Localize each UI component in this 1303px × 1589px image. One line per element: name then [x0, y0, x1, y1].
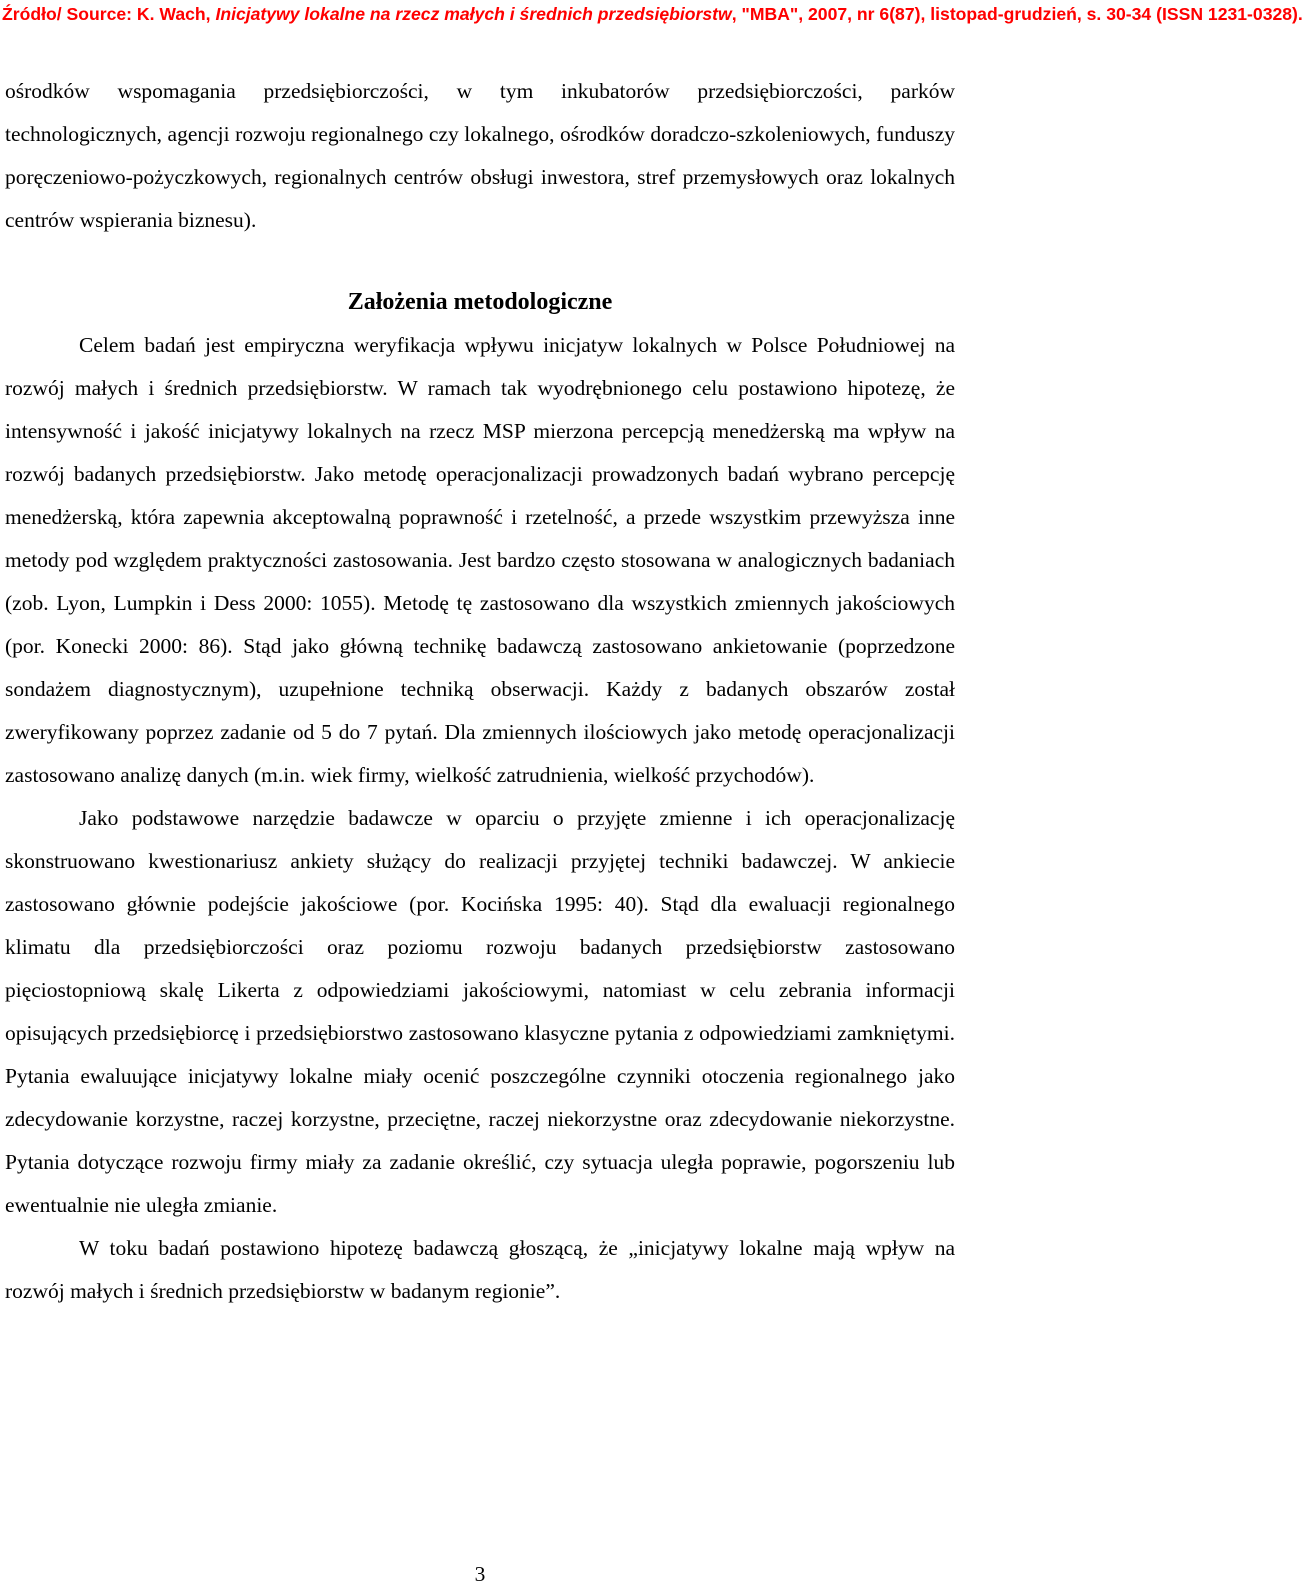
intro-paragraph: ośrodków wspomagania przedsiębiorczości, w tym inkubatorów przedsiębiorczości, parków technologicznych, agencji rozwoju regionalnego czy lokalnego, ośrodków doradczo-szkoleniowych, funduszy poręczeniowo-pożyczkowych, regionalnych centrów obsługi inwestora, stref przemysłowych oraz lokalnych centrów wspierania biznesu).: [5, 79, 955, 232]
source-label: Źródło/ Source: [2, 4, 127, 24]
body-paragraph-1: Celem badań jest empiryczna weryfikacja wpływu inicjatyw lokalnych w Polsce Południowej na rozwój małych i średnich przedsiębiorstw. W ramach tak wyodrębnionego celu postawiono hipotezę, że intensywność i jakość inicjatywy lokalnych na rzecz MSP mierzona percepcją menedżerską ma wpływ na rozwój badanych przedsiębiorstw. Jako metodę operacjonalizacji prowadzonych badań wybrano percepcję menedżerską, która zapewnia akceptowalną poprawność i rzetelność, a przede wszystkim przewyższa inne metody pod względem praktyczności zastosowania. Jest bardzo często stosowana w analogicznych badaniach (zob. Lyon, Lumpkin i Dess 2000: 1055). Metodę tę zastosowano dla wszystkich zmiennych jakościowych (por. Konecki 2000: 86). Stąd jako główną technikę badawczą zastosowano ankietowanie (poprzedzone sondażem diagnostycznym), uzupełnione techniką obserwacji. Każdy z badanych obszarów został zweryfikowany poprzez zadanie od 5 do 7 pytań. Dla zmiennych ilościowych jako metodę operacjonalizacji zastosowano analizę danych (m.in. wiek firmy, wielkość zatrudnienia, wielkość przychodów).: [5, 333, 955, 787]
source-details: , "MBA", 2007, nr 6(87), listopad-grudzień, s. 30-34 (ISSN 1231-0328).: [731, 4, 1303, 24]
source-citation: [2, 0, 1303, 58]
page-number: 3: [474, 1562, 486, 1586]
body-paragraph-2: Jako podstawowe narzędzie badawcze w oparciu o przyjęte zmienne i ich operacjonalizację skonstruowano kwestionariusz ankiety służący do realizacji przyjętej techniki badawczej. W ankiecie zastosowano głównie podejście jakościowe (por. Kocińska 1995: 40). Stąd dla ewaluacji regionalnego klimatu dla przedsiębiorczości oraz poziomu rozwoju badanych przedsiębiorstw zastosowano pięciostopniową skalę Likerta z odpowiedziami jakościowymi, natomiast w celu zebrania informacji opisujących przedsiębiorcę i przedsiębiorstwo zastosowano klasyczne pytania z odpowiedziami zamkniętymi. Pytania ewaluujące inicjatywy lokalne miały ocenić poszczególne czynniki otoczenia regionalnego jako zdecydowanie korzystne, raczej korzystne, przeciętne, raczej niekorzystne oraz zdecydowanie niekorzystne. Pytania dotyczące rozwoju firmy miały za zadanie określić, czy sytuacja uległa poprawie, pogorszeniu lub ewentualnie nie uległa zmianie.: [5, 806, 955, 1217]
source-title: Inicjatywy lokalne na rzecz małych i średnich przedsiębiorstw: [215, 4, 732, 24]
source-separator: :: [126, 4, 137, 24]
source-author: K. Wach,: [136, 4, 216, 24]
section-heading: Założenia metodologiczne: [347, 289, 613, 315]
document-body: [5, 70, 955, 1313]
body-paragraph-3: W toku badań postawiono hipotezę badawczą głoszącą, że „inicjatywy lokalne mają wpływ na rozwój małych i średnich przedsiębiorstw w badanym regionie”.: [5, 1236, 955, 1303]
